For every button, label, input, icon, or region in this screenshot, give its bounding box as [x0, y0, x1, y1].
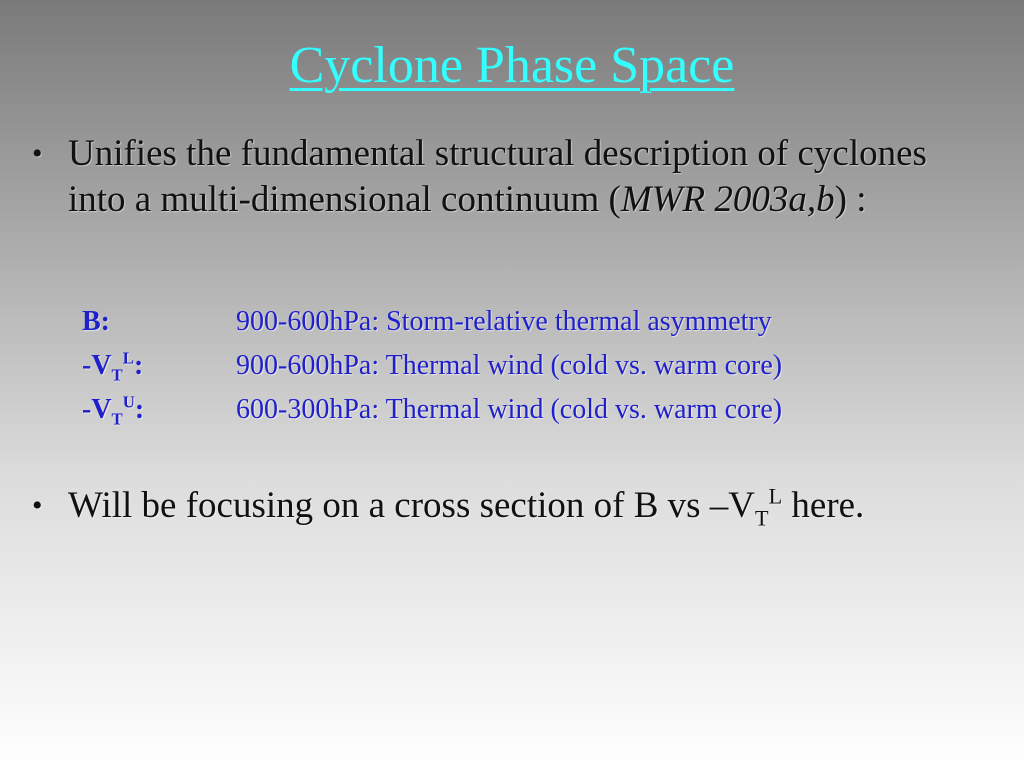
definition-term [82, 304, 236, 348]
term-suffix: : [134, 394, 145, 425]
term-text: B: [82, 306, 110, 337]
slide-title: Cyclone Phase Space [289, 37, 735, 94]
bullet-text-main: Unifies the fundamental structural description of cyclones into a multi-dimensional continuum ( [68, 133, 927, 220]
citation-text: MWR 2003a,b [620, 179, 835, 220]
bullet-marker: • [32, 489, 43, 522]
definition-row-vtu [82, 392, 942, 436]
definition-description: 900-600hPa: Storm-relative thermal asymmetry [236, 306, 772, 337]
definition-term [82, 392, 236, 436]
bullet-superscript: L [768, 483, 783, 509]
definition-list [82, 304, 942, 436]
definition-row-b [82, 304, 942, 348]
term-text: -V [82, 394, 112, 425]
definition-description: 600-300hPa: Thermal wind (cold vs. warm core) [236, 394, 783, 425]
bullet-item-focusing [32, 483, 972, 529]
bullet-item-unifies [32, 131, 972, 223]
definition-description: 900-600hPa: Thermal wind (cold vs. warm core) [236, 350, 783, 381]
bullet-text-pre: Will be focusing on a cross section of B vs –V [68, 485, 756, 526]
term-subscript: T [111, 365, 123, 385]
definition-row-vtl [82, 348, 942, 392]
term-suffix: : [133, 350, 144, 381]
bullet-subscript: T [755, 505, 769, 531]
term-subscript: T [111, 409, 123, 429]
term-superscript: L [122, 348, 134, 368]
bullet-text-end: ) : [834, 179, 867, 220]
term-text: -V [82, 350, 112, 381]
bullet-text [68, 131, 972, 223]
bullet-text [68, 483, 972, 529]
bullet-text-post: here. [782, 485, 865, 526]
term-superscript: U [122, 392, 135, 412]
bullet-marker: • [32, 137, 43, 170]
definition-term [82, 348, 236, 392]
